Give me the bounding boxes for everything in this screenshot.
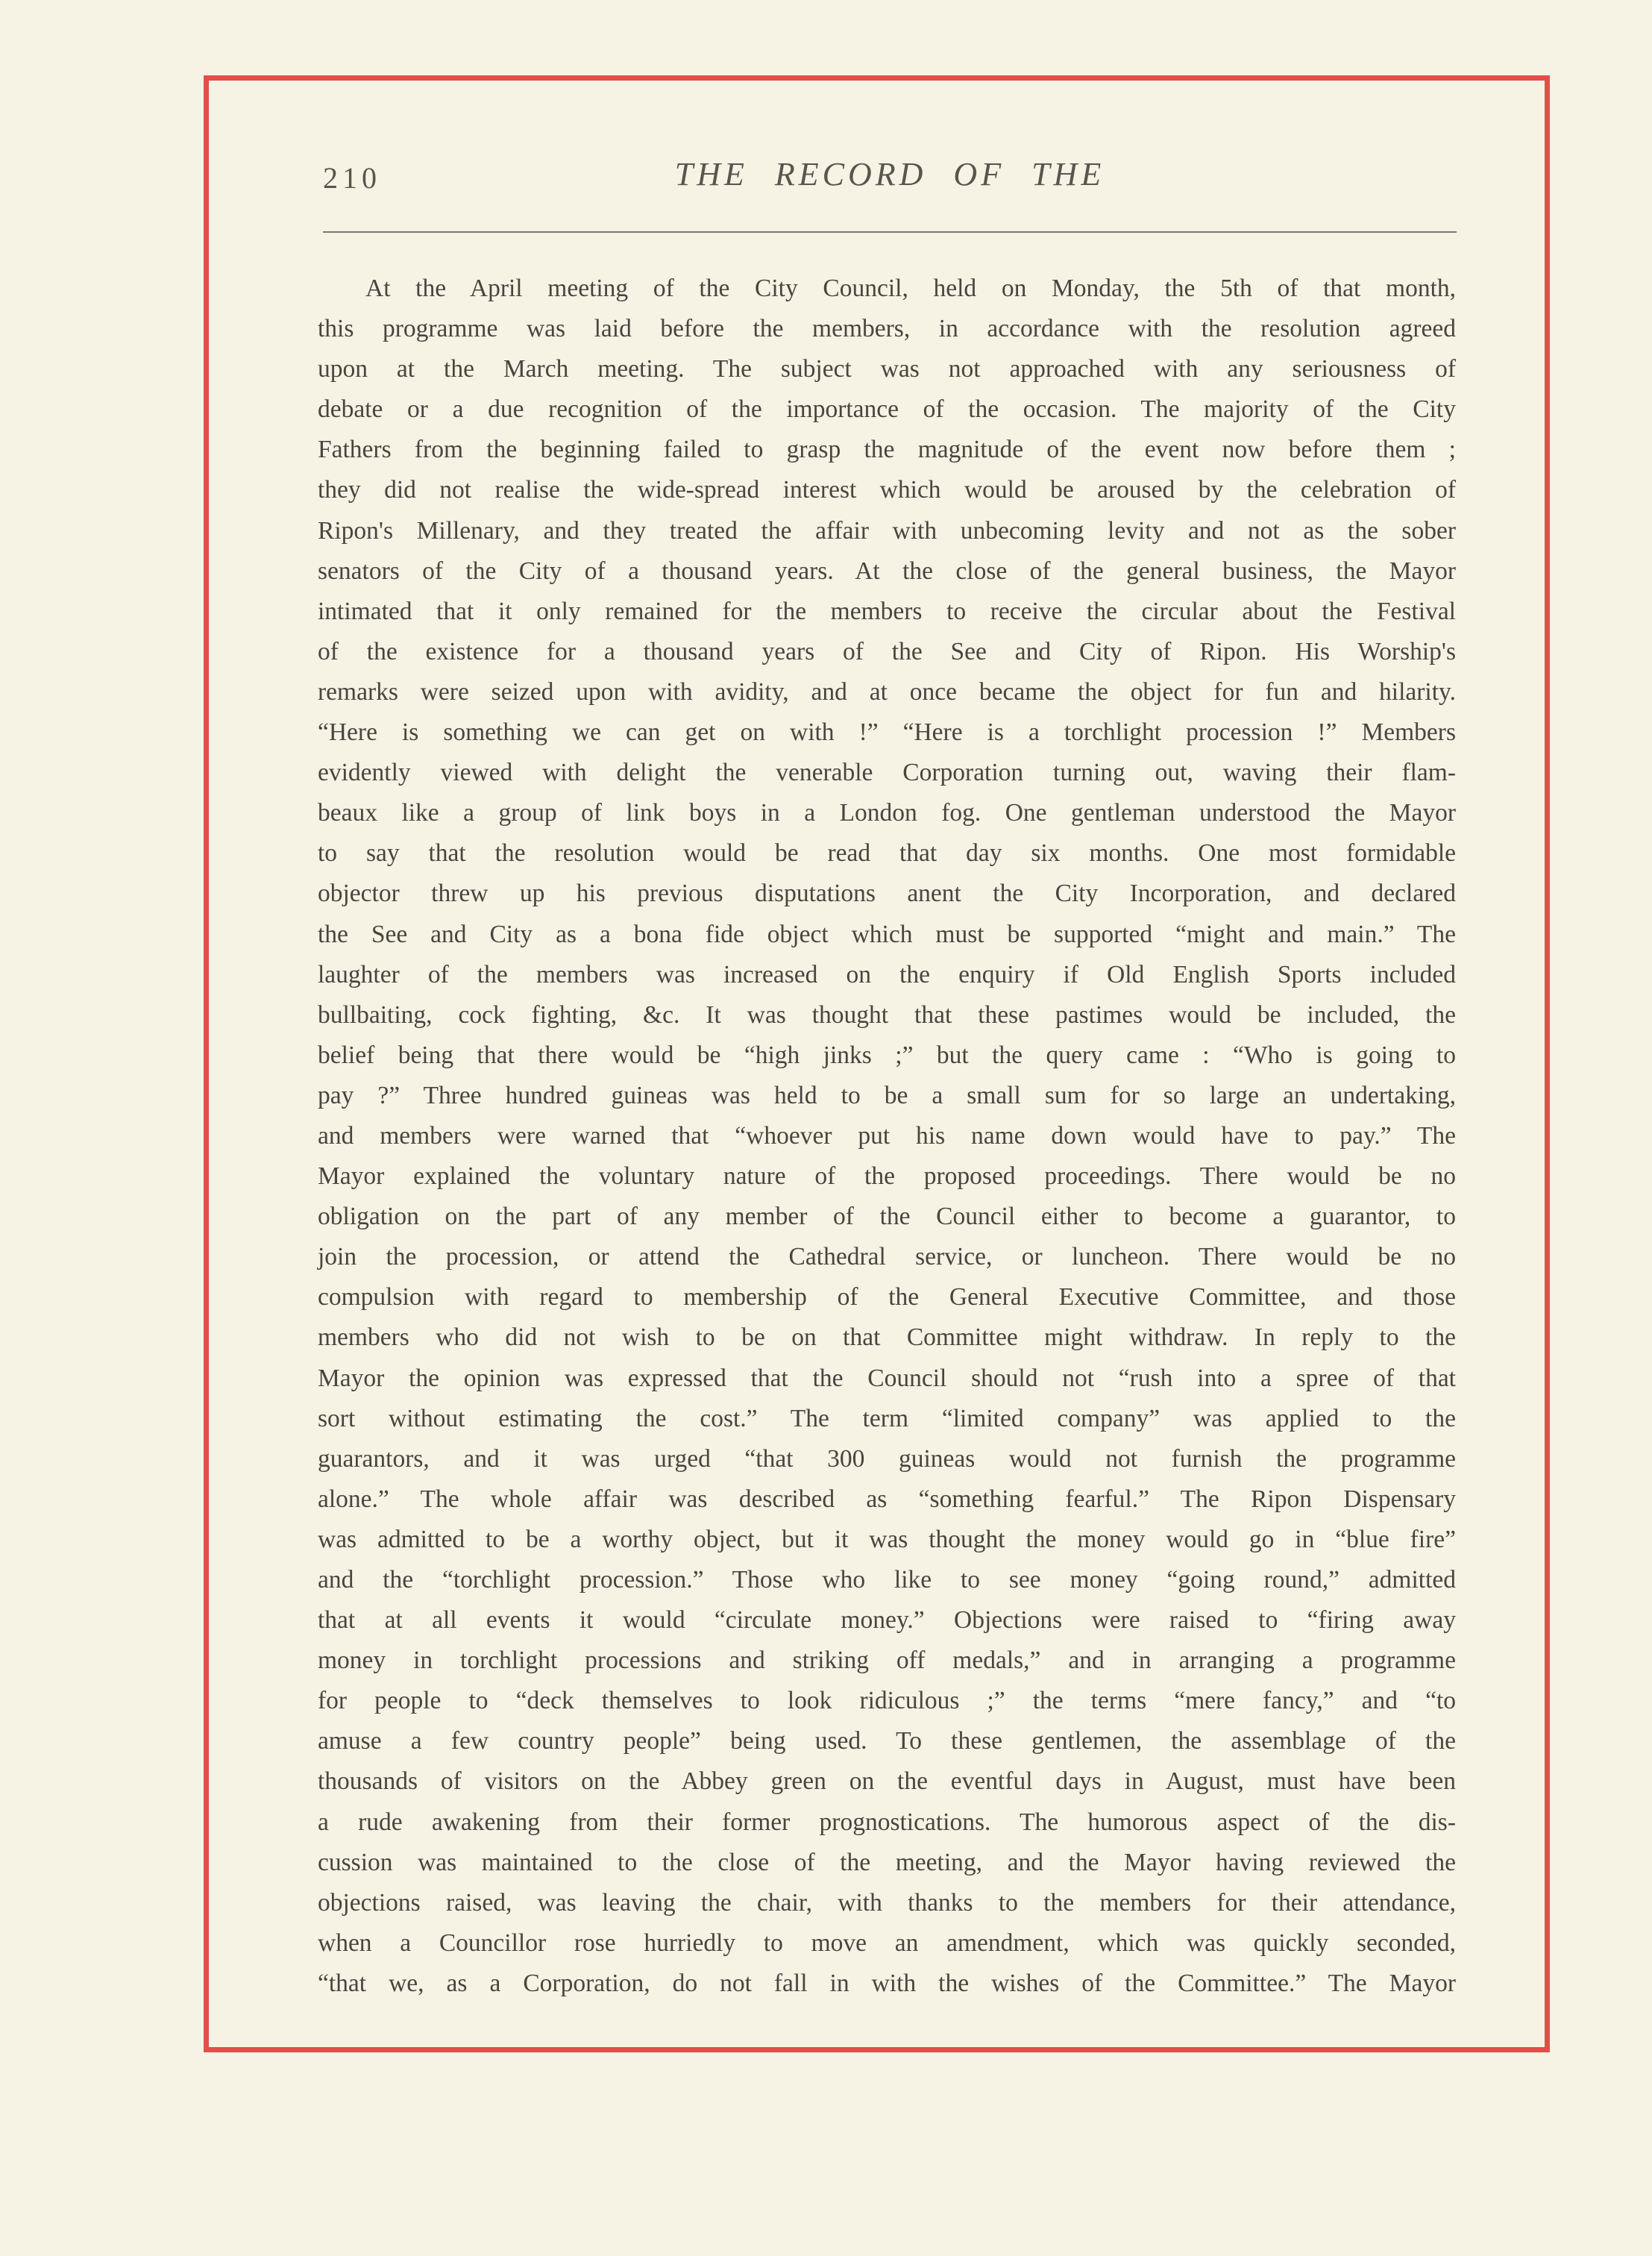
text-line: senators of the City of a thousand years. At the close of the general business, the Mayor [318,557,1456,585]
text-line: that at all events it would “circulate money.” Objections were raised to “firing away [318,1606,1456,1635]
text-line: pay ?” Three hundred guineas was held to be a small sum for so large an undertaking, [318,1081,1456,1109]
text-line: upon at the March meeting. The subject was not approached with any seriousness of [318,355,1456,383]
text-line: “that we, as a Corporation, do not fall in with the wishes of the Committee.” The Mayor [318,1969,1456,1997]
text-line: laughter of the members was increased on the enquiry if Old English Sports included [318,960,1456,988]
text-line: amuse a few country people” being used. To these gentlemen, the assemblage of the [318,1727,1456,1755]
text-line: they did not realise the wide-spread interest which would be aroused by the celebration of [318,476,1456,504]
text-line: thousands of visitors on the Abbey green on the eventful days in August, must have been [318,1767,1456,1796]
text-line: objector threw up his previous disputations anent the City Incorporation, and declared [318,880,1456,908]
body-text [318,269,1456,2004]
text-line: debate or a due recognition of the importance of the occasion. The majority of the City [318,395,1456,424]
text-line: obligation on the part of any member of the Council either to become a guarantor, to [318,1203,1456,1231]
text-line: remarks were seized upon with avidity, and at once became the object for fun and hilarity. [318,677,1456,706]
text-line: sort without estimating the cost.” The term “limited company” was applied to the [318,1404,1456,1432]
text-line: to say that the resolution would be read that day six months. One most formidable [318,839,1456,868]
text-line: was admitted to be a worthy object, but it was thought the money would go in “blue fire” [318,1525,1456,1553]
text-line: for people to “deck themselves to look ridiculous ;” the terms “mere fancy,” and “to [318,1687,1456,1715]
text-line: this programme was laid before the members, in accordance with the resolution agreed [318,315,1456,343]
text-line: members who did not wish to be on that Committee might withdraw. In reply to the [318,1323,1456,1352]
text-line: Mayor the opinion was expressed that the Council should not “rush into a spree of that [318,1364,1456,1392]
text-line: the See and City as a bona fide object which must be supported “might and main.” The [318,920,1456,948]
text-line: At the April meeting of the City Council, held on Monday, the 5th of that month, [365,275,1456,302]
text-line: and members were warned that “whoever put his name down would have to pay.” The [318,1121,1456,1150]
text-line: intimated that it only remained for the members to receive the circular about the Festival [318,597,1456,625]
text-line: bullbaiting, cock fighting, &c. It was thought that these pastimes would be included, the [318,1000,1456,1029]
text-line: cussion was maintained to the close of the meeting, and the Mayor having reviewed the [318,1848,1456,1876]
header-rule [323,231,1457,233]
text-line: beaux like a group of link boys in a London fog. One gentleman understood the Mayor [318,799,1456,827]
text-line: when a Councillor rose hurriedly to move an amendment, which was quickly seconded, [318,1928,1456,1957]
text-line: compulsion with regard to membership of the General Executive Committee, and those [318,1283,1456,1312]
text-line: Fathers from the beginning failed to grasp the magnitude of the event now before them ; [318,436,1456,464]
text-line: and the “torchlight procession.” Those who like to see money “going round,” admitted [318,1566,1456,1594]
page-number: 210 [323,161,381,195]
text-line: Mayor explained the voluntary nature of the proposed proceedings. There would be no [318,1162,1456,1191]
text-line: evidently viewed with delight the venerable Corporation turning out, waving their flam- [318,759,1456,787]
running-head: THE RECORD OF THE [674,156,1105,192]
text-line: “Here is something we can get on with !” “Here is a torchlight procession !” Members [318,718,1456,747]
text-line: alone.” The whole affair was described as “something fearful.” The Ripon Dispensary [318,1485,1456,1513]
text-line: money in torchlight processions and striking off medals,” and in arranging a programme [318,1646,1456,1675]
text-line: of the existence for a thousand years of the See and City of Ripon. His Worship's [318,637,1456,665]
text-line: join the procession, or attend the Cathedral service, or luncheon. There would be no [318,1243,1456,1271]
text-line: belief being that there would be “high jinks ;” but the query came : “Who is going to [318,1041,1456,1069]
text-line: objections raised, was leaving the chair, with thanks to the members for their attendance, [318,1888,1456,1917]
text-line: guarantors, and it was urged “that 300 guineas would not furnish the programme [318,1444,1456,1473]
text-line: Ripon's Millenary, and they treated the affair with unbecoming levity and not as the sober [318,516,1456,545]
text-line: a rude awakening from their former prognostications. The humorous aspect of the dis- [318,1808,1456,1836]
